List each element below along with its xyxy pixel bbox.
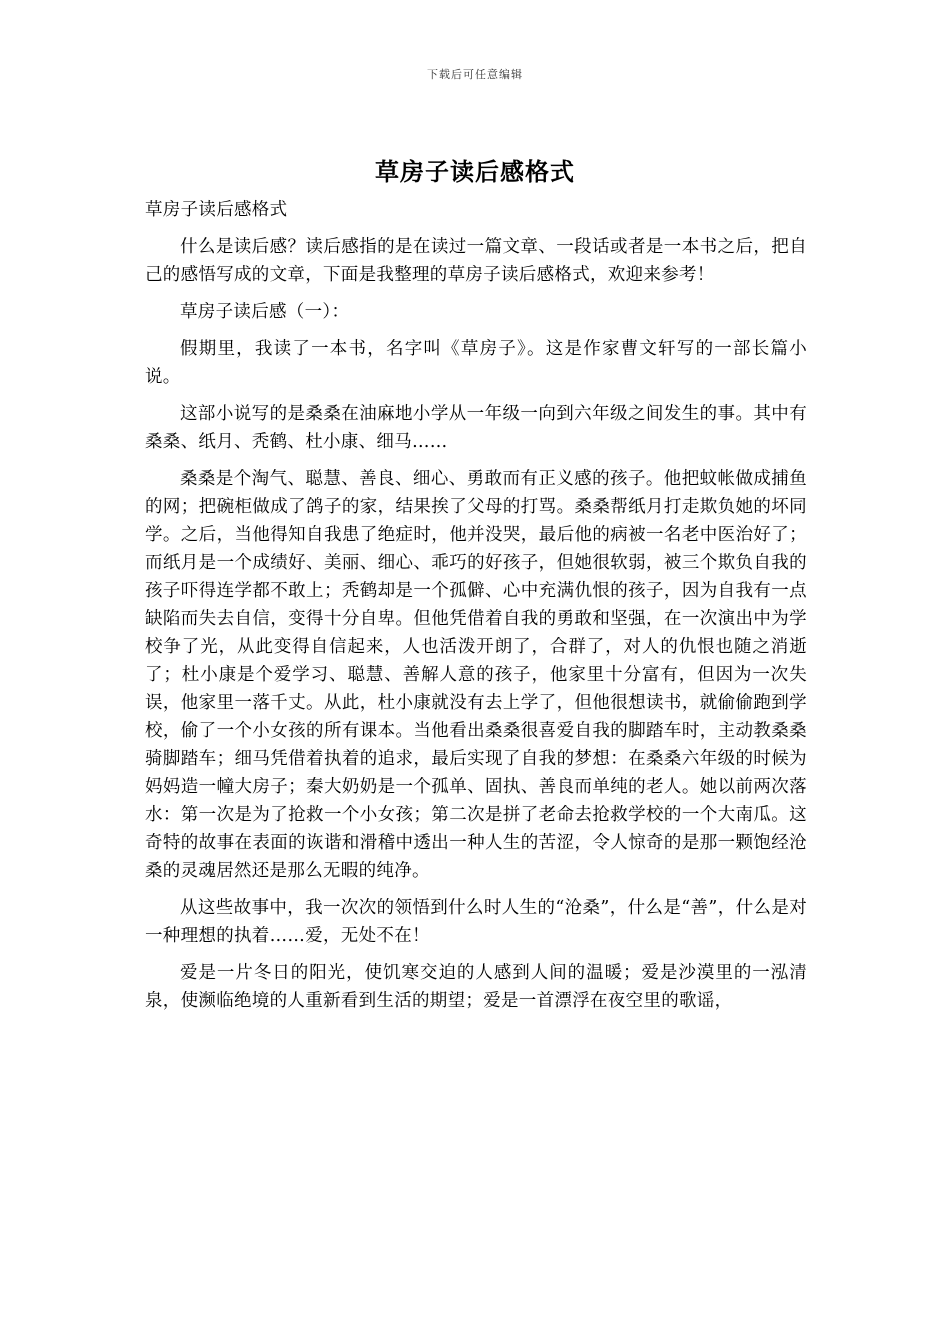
document-title: 草房子读后感格式: [375, 157, 575, 186]
paragraph-intro: 什么是读后感？读后感指的是在读过一篇文章、一段话或者是一本书之后，把自己的感悟写成的文章，下面是我整理的草房子读后感格式，欢迎来参考！: [145, 237, 807, 285]
paragraph: 从这些故事中，我一次次的领悟到什么时人生的“沧桑”，什么是“善”，什么是对一种理想的执着……爱，无处不在！: [145, 898, 807, 946]
header-note: 下载后可任意编辑: [427, 68, 523, 81]
paragraph: 这部小说写的是桑桑在油麻地小学从一年级一向到六年级之间发生的事。其中有桑桑、纸月、秃鹤、杜小康、细马……: [145, 404, 807, 452]
paragraph: 假期里，我读了一本书，名字叫《草房子》。这是作家曹文轩写的一部长篇小说。: [145, 339, 807, 387]
paragraph: 爱是一片冬日的阳光，使饥寒交迫的人感到人间的温暖；爱是沙漠里的一泓清泉，使濒临绝境的人重新看到生活的期望；爱是一首漂浮在夜空里的歌谣，: [145, 963, 807, 1011]
paragraph-section-heading: 草房子读后感（一）：: [180, 302, 350, 322]
document-body: [145, 196, 807, 1024]
paragraph: 桑桑是个淘气、聪慧、善良、细心、勇敢而有正义感的孩子。他把蚊帐做成捕鱼的网；把碗柜做成了鸽子的家，结果挨了父母的打骂。桑桑帮纸月打走欺负她的坏同学。之后，当他得知自我患了绝症时，他并没哭，最后他的病被一名老中医治好了；而纸月是一个成绩好、美丽、细心、乖巧的好孩子，但她很软弱，被三个欺负自我的孩子吓得连学都不敢上；秃鹤却是一个孤僻、心中充满仇恨的孩子，因为自我有一点缺陷而失去自信，变得十分自卑。但他凭借着自我的勇敢和坚强，在一次演出中为学校争了光，从此变得自信起来，人也活泼开朗了，合群了，对人的仇恨也随之消逝了；杜小康是个爱学习、聪慧、善解人意的孩子，他家里十分富有，但因为一次失误，他家里一落千丈。从此，杜小康就没有去上学了，但他很想读书，就偷偷跑到学校，偷了一个小女孩的所有课本。当他看出桑桑很喜爱自我的脚踏车时，主动教桑桑骑脚踏车；细马凭借着执着的追求，最后实现了自我的梦想：在桑桑六年级的时候为妈妈造一幢大房子；秦大奶奶是一个孤单、固执、善良而单纯的老人。她以前两次落水：第一次是为了抢救一个小女孩；第二次是拼了老命去抢救学校的一个大南瓜。这奇特的故事在表面的诙谐和滑稽中透出一种人生的苦涩，令人惊奇的是那一颗饱经沧桑的灵魂居然还是那么无暇的纯净。: [145, 469, 807, 881]
paragraph-subtitle: 草房子读后感格式: [145, 200, 288, 220]
